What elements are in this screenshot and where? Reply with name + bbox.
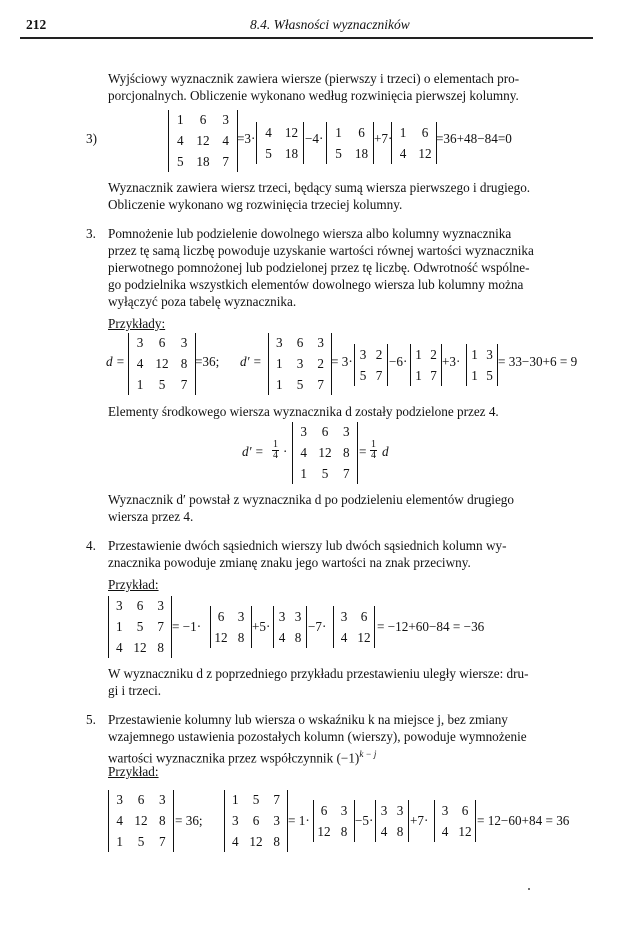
- matrix-cell: 7: [157, 619, 164, 634]
- matrix-cell: 3: [232, 813, 239, 828]
- operator: −4·: [305, 131, 324, 146]
- example-heading: Przykład:: [108, 577, 159, 592]
- matrix-cell: 8: [340, 823, 348, 839]
- matrix-cell: 6: [137, 792, 145, 808]
- paragraph-line: Pomnożenie lub podzielenie dowolnego wiersza albo kolumny wyznacznika: [108, 226, 512, 241]
- matrix-cell: 3: [278, 608, 286, 624]
- operator: −5·: [355, 813, 374, 828]
- matrix-cell: 4: [340, 629, 348, 645]
- minor-2x2: [354, 344, 388, 386]
- operator: = 36;: [175, 813, 203, 828]
- matrix-cell: 1: [415, 367, 422, 383]
- result: = −12+60−84 = −36: [377, 619, 485, 634]
- matrix-cell: 4: [300, 445, 307, 460]
- matrix-cell: 6: [136, 598, 144, 614]
- matrix-cell: 8: [237, 629, 245, 645]
- matrix-cell: 4: [177, 133, 184, 148]
- result: =36+48−84=0: [436, 131, 512, 146]
- minor-2x2: [313, 800, 355, 842]
- operator: +7·: [374, 131, 393, 146]
- matrix-cell: 6: [320, 802, 328, 818]
- paragraph-line: wzajemnego ustawienia pozostałych kolumn (wierszy), powoduje wymnożenie: [108, 729, 527, 744]
- matrix-cell: 3: [136, 335, 144, 351]
- paragraph-line: pierwotnego pomnożonej lub podzielonej przez tę liczbę. Odwrotność wspólne-: [108, 260, 530, 275]
- running-title: 8.4. Własności wyznaczników: [250, 17, 410, 32]
- minor-2x2: [434, 800, 476, 842]
- determinant-3x3: [292, 422, 358, 484]
- determinant-3x3: [128, 333, 196, 395]
- matrix-cell: 6: [360, 608, 368, 624]
- list-number: 4.: [86, 538, 96, 553]
- matrix-cell: 5: [359, 367, 367, 383]
- matrix-cell: 5: [137, 833, 145, 849]
- matrix-cell: 3: [343, 424, 350, 440]
- minor-2x2: [256, 122, 304, 164]
- examples-heading: Przykłady:: [108, 316, 166, 331]
- matrix-cell: 7: [343, 465, 350, 481]
- matrix-cell: 3: [222, 112, 229, 128]
- minor-2x2: [326, 122, 374, 164]
- exponent: k − j: [359, 749, 377, 759]
- matrix-cell: 4: [441, 823, 449, 839]
- matrix-cell: 6: [358, 124, 365, 140]
- operator: =: [359, 444, 367, 459]
- matrix-cell: 6: [217, 608, 225, 624]
- matrix-cell: 3: [294, 608, 302, 624]
- matrix-cell: 1: [276, 376, 283, 392]
- example-heading: Przykład:: [108, 764, 159, 779]
- matrix-cell: 1: [415, 346, 422, 362]
- list-number: 5.: [86, 712, 96, 727]
- result: = 33−30+6 = 9: [498, 354, 578, 369]
- fraction-one-quarter: $\frac{1}{4}$: [273, 439, 278, 461]
- matrix-cell: 4: [265, 124, 272, 140]
- matrix-cell: 7: [375, 367, 383, 383]
- determinant-3x3: [108, 596, 172, 658]
- determinant-3x3: [168, 110, 238, 172]
- matrix-cell: 5: [265, 145, 272, 161]
- scan-speck: [528, 888, 530, 890]
- operator: = −1·: [172, 619, 202, 634]
- matrix-cell: 1: [177, 112, 184, 128]
- minor-2x2: [273, 606, 307, 648]
- operator: −7·: [308, 619, 327, 634]
- matrix-cell: 3: [180, 335, 188, 351]
- dprime-label: d′ =: [240, 354, 262, 369]
- page-number: 212: [26, 17, 47, 32]
- paragraph-line: znacznika powoduje zmianę znaku jego wartości na znak przeciwny.: [108, 555, 471, 570]
- matrix-cell: 4: [278, 629, 286, 645]
- matrix-cell: 18: [196, 153, 210, 169]
- matrix-cell: 3: [157, 598, 164, 614]
- matrix-cell: 7: [159, 833, 166, 849]
- d-value: =36;: [195, 354, 220, 369]
- minor-2x2: [466, 344, 498, 386]
- matrix-cell: 18: [284, 145, 299, 161]
- operator: ·: [283, 444, 288, 459]
- matrix-cell: 18: [354, 145, 369, 161]
- matrix-cell: 3: [340, 608, 348, 624]
- paragraph-line: Wyznacznik d′ powstał z wyznacznika d po podzieleniu elementów drugiego: [108, 492, 514, 507]
- matrix-cell: 3: [441, 802, 449, 818]
- paragraph-line: przez tę samą liczbę powoduje uzyskanie wartości równej wartości wyznacznika: [108, 243, 534, 258]
- matrix-cell: 6: [421, 124, 429, 140]
- result: = 12−60+84 = 36: [477, 813, 570, 828]
- operator: +5·: [252, 619, 271, 634]
- matrix-cell: 4: [380, 823, 388, 839]
- matrix-cell: 6: [461, 802, 469, 818]
- matrix-cell: 1: [300, 465, 307, 481]
- matrix-cell: 8: [294, 629, 302, 645]
- matrix-cell: 3: [317, 335, 324, 351]
- matrix-cell: 4: [399, 145, 407, 161]
- matrix-cell: 12: [357, 629, 371, 645]
- example-label: 3): [86, 131, 97, 146]
- matrix-cell: 5: [486, 367, 493, 383]
- matrix-cell: 8: [396, 823, 404, 839]
- matrix-cell: 12: [284, 124, 299, 140]
- matrix-cell: 3: [340, 802, 348, 818]
- matrix-cell: 2: [430, 346, 437, 362]
- matrix-cell: 4: [116, 639, 123, 655]
- minor-2x2: [391, 122, 437, 164]
- matrix-cell: 4: [136, 356, 144, 371]
- matrix-cell: 3: [116, 598, 123, 614]
- matrix-cell: 4: [222, 133, 229, 148]
- matrix-cell: 3: [159, 792, 166, 808]
- matrix-cell: 12: [155, 356, 169, 371]
- determinant-3x3: [268, 333, 332, 395]
- operator: +3·: [442, 354, 461, 369]
- matrix-cell: 12: [214, 629, 228, 645]
- matrix-cell: 7: [317, 376, 324, 392]
- paragraph-line: wyłączyć poza tabelę wyznacznika.: [108, 294, 297, 309]
- matrix-cell: 3: [116, 792, 123, 808]
- paragraph-line: Przestawienie kolumny lub wiersza o wskaźniku k na miejsce j, bez zmiany: [108, 712, 508, 727]
- matrix-cell: 3: [237, 608, 245, 624]
- determinant-3x3: [108, 790, 174, 852]
- paragraph-line: Przestawienie dwóch sąsiednich wierszy lub dwóch sąsiednich kolumn wy-: [108, 538, 507, 553]
- matrix-cell: 12: [134, 813, 148, 828]
- matrix-cell: 8: [343, 445, 350, 460]
- matrix-cell: 7: [430, 367, 437, 383]
- matrix-cell: 3: [486, 346, 493, 362]
- matrix-cell: 5: [252, 792, 260, 808]
- matrix-cell: 3: [380, 802, 388, 818]
- matrix-cell: 3: [359, 346, 367, 362]
- paragraph-line: Elementy środkowego wiersza wyznacznika d zostały podzielone przez 4.: [108, 404, 499, 419]
- matrix-cell: 12: [418, 145, 432, 161]
- matrix-cell: 6: [158, 335, 166, 351]
- matrix-cell: 1: [399, 124, 407, 140]
- matrix-cell: 3: [300, 424, 307, 440]
- matrix-cell: 6: [296, 335, 304, 351]
- matrix-cell: 4: [232, 833, 239, 849]
- matrix-cell: 1: [232, 792, 239, 808]
- matrix-cell: 3: [396, 802, 404, 818]
- matrix-cell: 1: [116, 619, 123, 634]
- matrix-cell: 12: [318, 445, 332, 460]
- matrix-cell: 12: [249, 833, 263, 849]
- operator: = 1·: [288, 813, 310, 828]
- minor-2x2: [333, 606, 375, 648]
- operator: −6·: [389, 354, 408, 369]
- matrix-cell: 7: [180, 376, 188, 392]
- matrix-cell: 7: [222, 153, 229, 169]
- matrix-cell: 1: [471, 367, 478, 383]
- paragraph-line: Obliczenie wykonano wg rozwinięcia trzeciej kolumny.: [108, 197, 403, 212]
- operator: =3·: [237, 131, 256, 146]
- matrix-cell: 8: [157, 639, 164, 655]
- matrix-cell: 2: [317, 356, 324, 371]
- minor-2x2: [210, 606, 252, 648]
- matrix-cell: 12: [458, 823, 472, 839]
- paragraph-line: go podzielnika wszystkich elementów dowolnego wiersza lub kolumny można: [108, 277, 524, 292]
- matrix-cell: 5: [177, 153, 184, 169]
- matrix-cell: 6: [199, 112, 207, 128]
- d-symbol: d: [382, 444, 389, 459]
- matrix-cell: 7: [273, 792, 280, 808]
- matrix-cell: 3: [276, 335, 283, 351]
- paragraph-line: porcjonalnych. Obliczenie wykonano według rozwinięcia pierwszej kolumny.: [108, 88, 519, 103]
- matrix-cell: 1: [335, 124, 342, 140]
- matrix-cell: 12: [196, 133, 210, 148]
- paragraph-line: wartości wyznacznika przez współczynnik $(-1)^{k - j}$: [108, 749, 377, 766]
- matrix-cell: 8: [159, 813, 166, 828]
- paragraph-line: W wyznaczniku d z poprzedniego przykładu przestawieniu uległy wiersze: dru-: [108, 666, 529, 681]
- paragraph-line: gi i trzeci.: [108, 683, 162, 698]
- matrix-cell: 5: [335, 145, 342, 161]
- matrix-cell: 1: [116, 833, 123, 849]
- matrix-cell: 1: [276, 356, 283, 371]
- minor-2x2: [410, 344, 442, 386]
- paragraph-line: Wyjściowy wyznacznik zawiera wiersze (pierwszy i trzeci) o elementach pro-: [108, 71, 520, 86]
- matrix-cell: 3: [273, 813, 280, 828]
- paragraph-line: Wyznacznik zawiera wiersz trzeci, będący sumą wiersza pierwszego i drugiego.: [108, 180, 531, 195]
- operator: +7·: [410, 813, 429, 828]
- matrix-cell: 5: [296, 376, 304, 392]
- operator: = 3·: [331, 354, 353, 369]
- matrix-cell: 1: [471, 346, 478, 362]
- paragraph-line: wiersza przez 4.: [108, 509, 194, 524]
- fraction-one-quarter: $\frac{1}{4}$: [371, 439, 376, 461]
- matrix-cell: 1: [136, 376, 144, 392]
- matrix-cell: 5: [158, 376, 166, 392]
- determinant-3x3: [224, 790, 288, 852]
- matrix-cell: 6: [252, 813, 260, 828]
- matrix-cell: 8: [273, 833, 280, 849]
- list-number: 3.: [86, 226, 96, 241]
- matrix-cell: 4: [116, 813, 123, 828]
- matrix-cell: 12: [317, 823, 331, 839]
- matrix-cell: 5: [321, 465, 329, 481]
- header-rule: [20, 37, 593, 39]
- matrix-cell: 8: [180, 356, 188, 371]
- d-label: d =: [106, 354, 125, 369]
- matrix-cell: 2: [375, 346, 383, 362]
- matrix-cell: 12: [133, 639, 147, 655]
- matrix-cell: 5: [136, 619, 144, 634]
- matrix-cell: 6: [321, 424, 329, 440]
- matrix-cell: 3: [296, 356, 304, 371]
- minor-2x2: [375, 800, 409, 842]
- dprime-label: d′ =: [242, 444, 264, 459]
